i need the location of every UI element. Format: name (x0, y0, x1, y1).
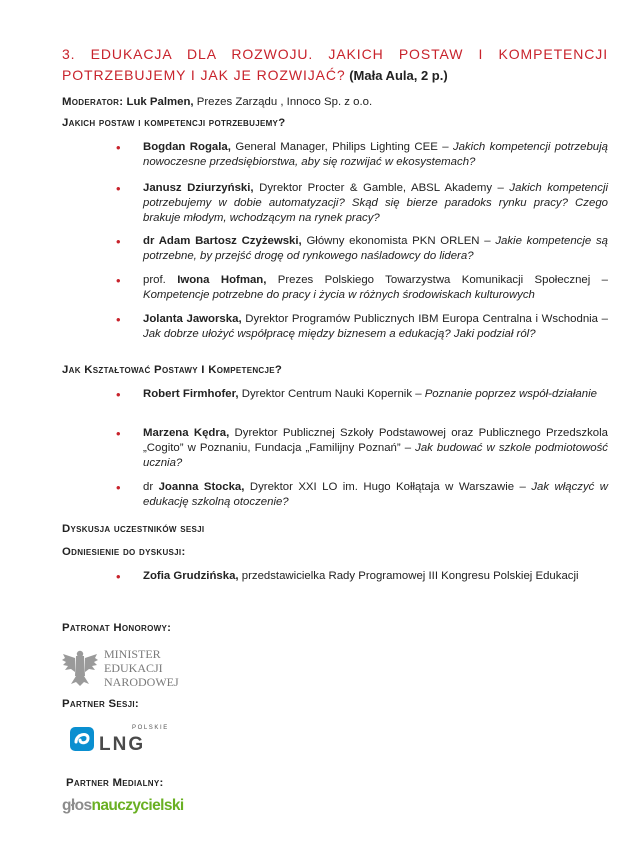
session-location: (Mała Aula, 2 p.) (345, 68, 448, 83)
lng-logo-small: POLSKIE (132, 725, 169, 731)
speaker-role: Dyrektor Centrum Nauki Kopernik – (238, 388, 425, 400)
speaker-prefix: prof. (143, 274, 178, 286)
section-1-title: Jakich postaw i kompetencji potrzebujemy? (62, 117, 286, 129)
polskie-lng-logo (68, 721, 178, 755)
speaker-topic: Jakich kompetencji potrzebują nowoczesne przedsiębiorstwa, aby się rozwijać w ekosystemach? (143, 141, 608, 169)
speaker-topic: Poznanie poprzez współ-działanie (424, 388, 597, 400)
speaker-topic: Jak budować w szkole podmiotowość ucznia? (143, 442, 608, 470)
speaker-name: Iwona Hofman, (177, 274, 267, 286)
minister-logo-line-1: MINISTER (104, 647, 161, 661)
speaker-role: General Manager, Philips Lighting CEE – (230, 141, 453, 153)
speaker-topic: Jak włączyć w edukację szkolną otoczenie? (143, 481, 609, 509)
lng-logo-big: LNG (99, 734, 146, 755)
bullet-icon: • (116, 569, 121, 584)
patronat-label: Patronat Honorowy: (62, 622, 172, 634)
bullet-icon: • (116, 480, 121, 495)
bullet-icon: • (116, 426, 121, 441)
moderator-label: Moderator: (62, 96, 124, 108)
bullet-icon: • (116, 181, 121, 196)
partner-sesji-label: Partner Sesji: (62, 698, 140, 710)
speaker-name: Jolanta Jaworska, (143, 313, 242, 325)
speaker-role: Prezes Polskiego Towarzystwa Komunikacji Społecznej – (266, 274, 608, 286)
partner-medialny-label: Partner Medialny: (66, 777, 164, 789)
bullet-icon: • (116, 273, 121, 288)
discussion-title: Dyskusja uczestników sesji (62, 523, 205, 535)
glos-logo-part-2: nauczycielski (91, 797, 184, 814)
session-title: 3. EDUKACJA DLA ROZWOJU. JAKICH POSTAW I KOMPETENCJI POTRZEBUJEMY I JAK JE ROZWIJAĆ? (62, 46, 608, 83)
speaker-prefix: dr (143, 481, 159, 493)
eagle-emblem-icon (62, 651, 98, 686)
section-2-title: Jak Kształtować Postawy I Kompetencje? (62, 364, 283, 376)
speaker-name: Bogdan Rogala, (143, 141, 231, 153)
speaker-name: Joanna Stocka, (158, 481, 245, 493)
bullet-icon: • (116, 234, 121, 249)
speaker-role: Dyrektor Procter & Gamble, ABSL Akademy – (253, 182, 510, 194)
speaker-name: Marzena Kędra, (143, 427, 230, 439)
moderator-name: Luk Palmen, (123, 96, 194, 108)
bullet-icon: • (116, 312, 121, 327)
speaker-role: Dyrektor Publicznej Szkoły Podstawowej oraz Publicznego Przedszkola „Cogito” w Poznaniu, Fundacja „Familijny Poznań” – (143, 427, 608, 455)
lng-mark-icon (70, 727, 94, 751)
minister-logo (62, 646, 212, 688)
speaker-name: Janusz Dziurzyński, (143, 182, 254, 194)
speaker-name: Zofia Grudzińska, (143, 570, 239, 582)
speaker-role: przedstawicielka Rady Programowej III Kongresu Polskiej Edukacji (238, 570, 579, 582)
glos-logo-part-1: głos (62, 797, 92, 814)
minister-logo-line-2: EDUKACJI (104, 661, 163, 675)
speaker-role: Główny ekonomista PKN ORLEN – (301, 235, 496, 247)
bullet-icon: • (116, 140, 121, 155)
moderator-role: Prezes Zarządu , Innoco Sp. z o.o. (193, 96, 373, 108)
session-heading (62, 44, 608, 86)
glos-nauczycielski-logo (62, 796, 184, 816)
reference-title: Odniesienie do dyskusji: (62, 546, 186, 558)
speaker-name: dr Adam Bartosz Czyżewski, (143, 235, 302, 247)
moderator-line (62, 95, 372, 110)
speaker-role: Dyrektor XXI LO im. Hugo Kołłątaja w Warszawie – (244, 481, 532, 493)
speaker-topic: Jakie kompetencje są potrzebne, by przejść drogę od rynkowego naśladowcy do lidera? (143, 235, 608, 263)
speaker-topic: Jak dobrze ułożyć współpracę między biznesem a edukacją? Jaki podział ról? (143, 328, 536, 341)
speaker-name: Robert Firmhofer, (143, 388, 239, 400)
speaker-topic: Jakich kompetencji potrzebujemy w dobie automatyzacji? Skąd się bierze paradoks rynku pracy? Czego brakuje młodym, wchodzącym na rynek pracy? (143, 182, 609, 225)
bullet-icon: • (116, 387, 121, 402)
minister-logo-line-3: NARODOWEJ (104, 675, 179, 688)
speaker-topic: Kompetencje potrzebne do pracy i życia w różnych środowiskach kulturowych (143, 289, 535, 302)
speaker-role: Dyrektor Programów Publicznych IBM Europa Centralna i Wschodnia – (241, 313, 608, 325)
